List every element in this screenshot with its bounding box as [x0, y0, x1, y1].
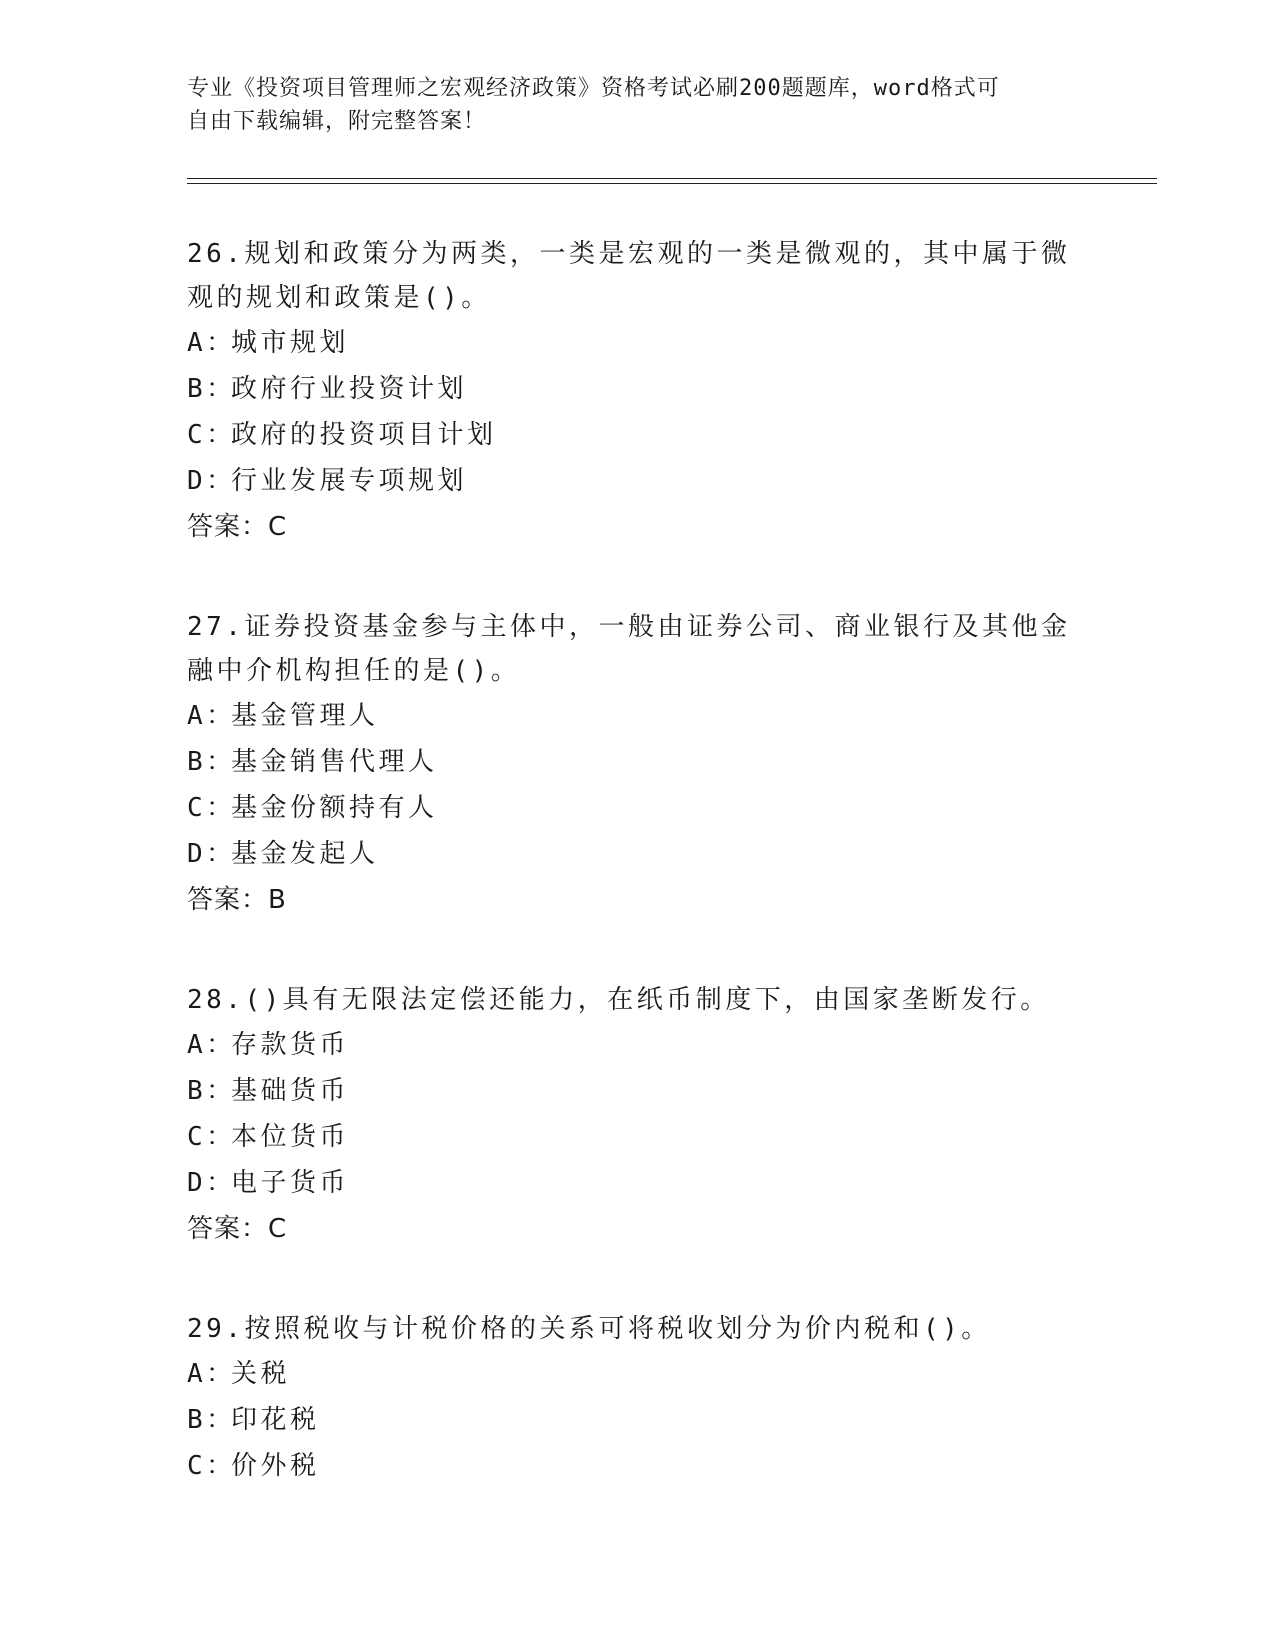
question-text: 28.()具有无限法定偿还能力，在纸币制度下，由国家垄断发行。 [187, 985, 1050, 1015]
option-text: 基金管理人 [231, 701, 379, 731]
option-letter: A： [187, 328, 236, 358]
header-divider-bottom [187, 183, 1157, 184]
option-d [187, 1160, 1087, 1206]
question-list [187, 232, 1087, 1544]
option-text: 政府的投资项目计划 [231, 420, 497, 450]
header-divider-top [187, 178, 1157, 179]
option-b [187, 739, 1087, 785]
option-c [187, 1443, 1087, 1489]
option-a [187, 1351, 1087, 1397]
option-letter: C： [187, 420, 236, 450]
question-27 [187, 605, 1087, 923]
question-26 [187, 232, 1087, 550]
answer: 答案：B [187, 885, 287, 915]
option-text: 本位货币 [231, 1122, 350, 1152]
option-letter: B： [187, 747, 236, 777]
option-c [187, 785, 1087, 831]
question-28 [187, 978, 1087, 1252]
option-c [187, 412, 1087, 458]
answer: 答案：C [187, 512, 288, 542]
option-a [187, 693, 1087, 739]
option-b [187, 1068, 1087, 1114]
option-text: 基础货币 [231, 1076, 350, 1106]
question-text: 29.按照税收与计税价格的关系可将税收划分为价内税和()。 [187, 1314, 991, 1344]
option-letter: D： [187, 839, 236, 869]
option-a [187, 320, 1087, 366]
option-text: 基金发起人 [231, 839, 379, 869]
answer: 答案：C [187, 1214, 288, 1244]
option-letter: C： [187, 793, 236, 823]
question-text: 27.证券投资基金参与主体中，一般由证券公司、商业银行及其他金融中介机构担任的是()。 [187, 612, 1071, 686]
option-letter: C： [187, 1451, 236, 1481]
option-c [187, 1114, 1087, 1160]
option-d [187, 831, 1087, 877]
option-letter: A： [187, 701, 236, 731]
option-text: 印花税 [231, 1405, 320, 1435]
option-text: 存款货币 [231, 1030, 350, 1060]
option-b [187, 1397, 1087, 1443]
option-letter: C： [187, 1122, 236, 1152]
option-letter: A： [187, 1359, 236, 1389]
option-letter: D： [187, 1168, 236, 1198]
option-text: 城市规划 [231, 328, 350, 358]
option-letter: D： [187, 466, 236, 496]
question-29 [187, 1307, 1087, 1489]
option-a [187, 1022, 1087, 1068]
option-b [187, 366, 1087, 412]
option-letter: B： [187, 374, 236, 404]
option-text: 政府行业投资计划 [231, 374, 468, 404]
option-letter: B： [187, 1405, 236, 1435]
option-letter: A： [187, 1030, 236, 1060]
option-text: 行业发展专项规划 [231, 466, 468, 496]
question-text: 26.规划和政策分为两类，一类是宏观的一类是微观的，其中属于微观的规划和政策是()。 [187, 239, 1071, 313]
option-text: 关税 [231, 1359, 291, 1389]
option-text: 价外税 [231, 1451, 320, 1481]
option-text: 基金销售代理人 [231, 747, 438, 777]
option-letter: B： [187, 1076, 236, 1106]
option-text: 基金份额持有人 [231, 793, 438, 823]
option-d [187, 458, 1087, 504]
document-header [187, 72, 1067, 138]
option-text: 电子货币 [231, 1168, 350, 1198]
header-line-2: 自由下载编辑，附完整答案！ [187, 109, 487, 134]
header-line-1: 专业《投资项目管理师之宏观经济政策》资格考试必刷200题题库，word格式可 [187, 76, 1000, 101]
